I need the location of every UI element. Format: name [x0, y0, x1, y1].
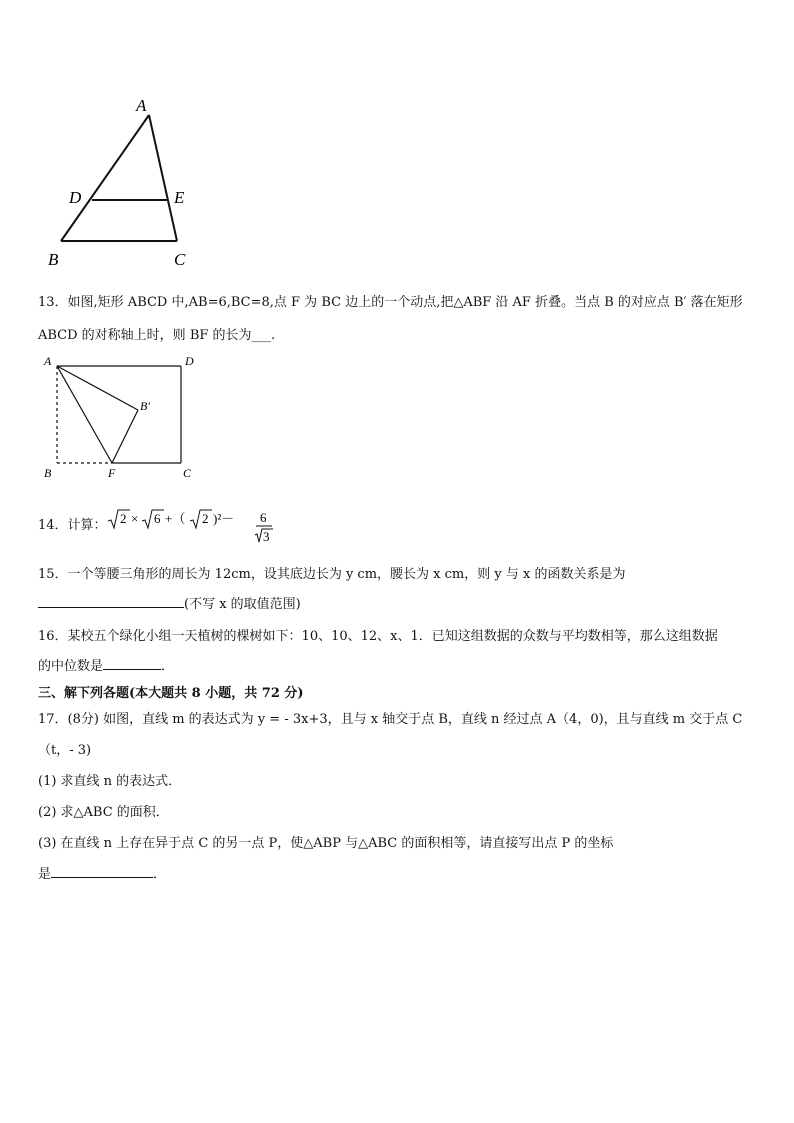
- numerator-6: 6: [260, 510, 267, 525]
- q15-line1: 15．一个等腰三角形的周长为 12cm，设其底边长为 y cm，腰长为 x cm，则 y 与 x 的函数关系是为: [38, 567, 626, 582]
- q17-answer-blank[interactable]: [51, 863, 153, 878]
- q17-line2: （t，- 3): [38, 743, 92, 758]
- radicand-6: 6: [154, 511, 161, 526]
- label-b-prime: B′: [140, 399, 150, 413]
- q16-line2: [38, 655, 174, 674]
- q14-expression: [106, 508, 306, 548]
- q17-part3-prefix: 是: [38, 867, 52, 882]
- label-e: E: [174, 188, 185, 207]
- label-a: A: [136, 96, 147, 115]
- sqrt-2b-sign: [190, 510, 212, 528]
- plus-paren: +（: [165, 511, 186, 526]
- square-minus: )²－: [213, 511, 235, 526]
- q13-line1: 13．如图,矩形 ABCD 中,AB=6,BC=8,点 F 为 BC 边上的一个动点,把△ABF 沿 AF 折叠。当点 B 的对应点 B′ 落在矩形: [38, 295, 743, 310]
- q15-line2: [38, 593, 301, 612]
- label-f: F: [108, 466, 116, 480]
- triangle-figure: [40, 90, 210, 275]
- q16-line2-prefix: 的中位数是: [38, 659, 104, 674]
- q15-answer-blank[interactable]: [38, 593, 184, 608]
- q16-line2-suffix: ．: [161, 659, 175, 674]
- q17-part1: (1) 求直线 n 的表达式．: [38, 774, 182, 789]
- label-b: B: [44, 466, 52, 480]
- side-ac: [149, 115, 177, 241]
- section-3-title: 三、解下列各题(本大题共 8 小题，共 72 分): [38, 686, 304, 701]
- q16-answer-blank[interactable]: [103, 655, 161, 670]
- label-a: A: [44, 354, 52, 368]
- q13-line2: ABCD 的对称轴上时，则 BF 的长为___.: [38, 328, 276, 343]
- label-d: D: [69, 188, 82, 207]
- side-ab: [61, 115, 149, 241]
- q15-note: (不写 x 的取值范围): [184, 597, 301, 612]
- denominator-3: 3: [263, 529, 270, 544]
- sqrt-6-sign: [142, 510, 164, 528]
- radicand-2b: 2: [202, 511, 209, 526]
- sqrt-2-sign: [108, 510, 130, 528]
- label-d: D: [185, 354, 194, 368]
- q17-part3-suffix: ．: [153, 867, 167, 882]
- segment-b-prime-f: [112, 410, 138, 463]
- label-c: C: [183, 466, 192, 480]
- label-c: C: [174, 250, 186, 269]
- q17-part3: (3) 在直线 n 上存在异于点 C 的另一点 P，使△ABP 与△ABC 的面积相等，请直接写出点 P 的坐标: [38, 836, 614, 851]
- label-b: B: [48, 250, 59, 269]
- rectangle-fold-figure: [38, 350, 208, 485]
- q16-line1: 16．某校五个绿化小组一天植树的棵树如下：10、10、12、x、1．已知这组数据的众数与平均数相等，那么这组数据: [38, 629, 718, 644]
- radicand-2: 2: [120, 511, 127, 526]
- q17-part2: (2) 求△ABC 的面积．: [38, 805, 169, 820]
- q17-part3-line2: [38, 863, 166, 882]
- times-sign: ×: [131, 511, 139, 526]
- q17-line1: 17．(8分) 如图，直线 m 的表达式为 y = - 3x+3，且与 x 轴交于点 B，直线 n 经过点 A（4，0)，且与直线 m 交于点 C: [38, 712, 743, 727]
- q14-prefix: 14．计算：: [38, 518, 107, 533]
